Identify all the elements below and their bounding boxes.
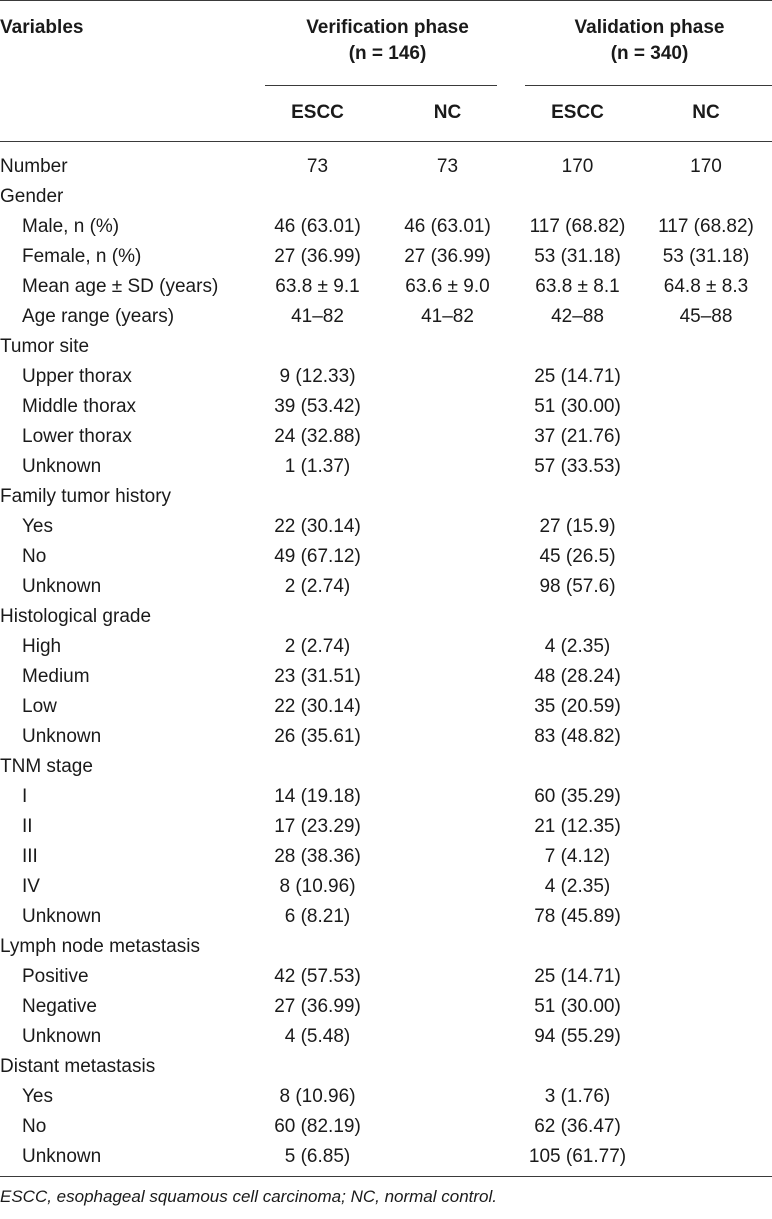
row-sublabel: Female, n (%) bbox=[22, 246, 142, 267]
cell-validation-escc bbox=[515, 752, 640, 782]
row-label: TNM stage bbox=[0, 756, 93, 777]
cell-verification-nc: 46 (63.01) bbox=[404, 216, 491, 237]
cell-validation-escc: 51 (30.00) bbox=[534, 996, 621, 1017]
cell-validation-escc: 94 (55.29) bbox=[534, 1026, 621, 1047]
cell-verification-nc bbox=[380, 422, 515, 452]
row-sublabel: Unknown bbox=[22, 456, 102, 477]
cell-validation-nc bbox=[640, 752, 772, 782]
cell-validation-nc bbox=[640, 812, 772, 842]
cell-validation-escc: 25 (14.71) bbox=[534, 966, 621, 987]
cell-validation-escc: 117 (68.82) bbox=[529, 216, 626, 237]
cell-validation-escc: 78 (45.89) bbox=[534, 906, 621, 927]
row-label: Distant metastasis bbox=[0, 1056, 156, 1077]
cell-verification-escc: 14 (19.18) bbox=[274, 786, 361, 807]
table-row bbox=[0, 542, 772, 572]
cell-verification-escc: 1 (1.37) bbox=[284, 456, 351, 477]
cell-verification-escc bbox=[255, 1052, 380, 1082]
cell-verification-escc: 63.8 ± 9.1 bbox=[275, 276, 360, 297]
cell-validation-nc bbox=[640, 182, 772, 212]
table-row bbox=[0, 692, 772, 722]
row-label: Gender bbox=[0, 186, 64, 207]
cell-validation-nc bbox=[640, 632, 772, 662]
cell-verification-escc: 23 (31.51) bbox=[274, 666, 361, 687]
cell-validation-nc bbox=[640, 542, 772, 572]
cell-verification-escc: 41–82 bbox=[291, 306, 344, 327]
row-sublabel: No bbox=[22, 546, 47, 567]
table-row bbox=[0, 152, 772, 182]
row-sublabel: Lower thorax bbox=[22, 426, 132, 447]
cell-validation-escc: 25 (14.71) bbox=[534, 366, 621, 387]
cell-verification-nc: 63.6 ± 9.0 bbox=[405, 276, 490, 297]
table-row bbox=[0, 302, 772, 332]
row-label: Lymph node metastasis bbox=[0, 936, 200, 957]
subheader-nc-validation: NC bbox=[692, 102, 720, 123]
cell-validation-nc bbox=[640, 572, 772, 602]
cell-verification-nc: 27 (36.99) bbox=[404, 246, 491, 267]
cell-verification-escc: 17 (23.29) bbox=[274, 816, 361, 837]
cell-verification-nc bbox=[380, 752, 515, 782]
cell-validation-nc: 45–88 bbox=[679, 306, 733, 327]
cell-verification-escc: 46 (63.01) bbox=[274, 216, 361, 237]
row-sublabel: High bbox=[22, 636, 62, 657]
cell-verification-nc bbox=[380, 1112, 515, 1142]
cell-validation-nc: 170 bbox=[690, 156, 722, 177]
cell-verification-nc bbox=[380, 482, 515, 512]
cell-verification-escc: 28 (38.36) bbox=[274, 846, 361, 867]
cell-verification-nc bbox=[380, 662, 515, 692]
table-row bbox=[0, 512, 772, 542]
header-validation-phase bbox=[527, 15, 772, 67]
row-sublabel: No bbox=[22, 1116, 47, 1137]
verification-title: Verification phase bbox=[306, 17, 469, 38]
cell-validation-escc: 7 (4.12) bbox=[544, 846, 611, 867]
cell-verification-nc bbox=[380, 872, 515, 902]
cell-validation-escc: 62 (36.47) bbox=[534, 1116, 621, 1137]
cell-verification-nc bbox=[380, 1082, 515, 1112]
cell-verification-nc bbox=[380, 932, 515, 962]
row-sublabel: Yes bbox=[22, 516, 53, 537]
cell-verification-escc: 22 (30.14) bbox=[274, 696, 361, 717]
cell-verification-nc bbox=[380, 392, 515, 422]
row-sublabel: Unknown bbox=[22, 576, 102, 597]
header-verification-phase bbox=[275, 15, 500, 67]
row-sublabel: Yes bbox=[22, 1086, 53, 1107]
cell-verification-escc: 26 (35.61) bbox=[274, 726, 361, 747]
row-sublabel: Medium bbox=[22, 666, 90, 687]
cell-validation-escc: 48 (28.24) bbox=[534, 666, 621, 687]
cell-validation-escc bbox=[515, 482, 640, 512]
cell-validation-escc: 35 (20.59) bbox=[534, 696, 621, 717]
table-row bbox=[0, 422, 772, 452]
cell-verification-escc bbox=[255, 602, 380, 632]
table-row bbox=[0, 812, 772, 842]
cell-verification-escc: 9 (12.33) bbox=[279, 366, 356, 387]
cell-validation-escc: 170 bbox=[561, 156, 594, 177]
row-sublabel: II bbox=[22, 816, 33, 837]
cell-verification-nc bbox=[380, 572, 515, 602]
cell-verification-escc: 8 (10.96) bbox=[279, 876, 356, 897]
row-label: Histological grade bbox=[0, 606, 152, 627]
validation-title: Validation phase bbox=[574, 17, 725, 38]
cell-validation-escc: 37 (21.76) bbox=[534, 426, 621, 447]
cell-validation-escc: 105 (61.77) bbox=[528, 1146, 627, 1167]
cell-verification-nc bbox=[380, 842, 515, 872]
validation-n: (n = 340) bbox=[610, 43, 689, 64]
cell-verification-escc: 49 (67.12) bbox=[274, 546, 361, 567]
cell-verification-escc bbox=[255, 482, 380, 512]
table-row bbox=[0, 752, 772, 782]
table-row bbox=[0, 392, 772, 422]
cell-validation-nc bbox=[640, 992, 772, 1022]
cell-validation-escc: 83 (48.82) bbox=[534, 726, 621, 747]
cell-verification-escc: 73 bbox=[306, 156, 329, 177]
subheader-escc-validation: ESCC bbox=[551, 102, 604, 123]
cell-validation-nc bbox=[640, 422, 772, 452]
cell-validation-nc bbox=[640, 902, 772, 932]
cell-validation-escc bbox=[515, 182, 640, 212]
row-sublabel: IV bbox=[22, 876, 40, 897]
cell-verification-nc bbox=[380, 782, 515, 812]
row-sublabel: Mean age ± SD (years) bbox=[22, 276, 219, 297]
cell-verification-nc bbox=[380, 632, 515, 662]
cell-validation-escc: 45 (26.5) bbox=[539, 546, 616, 567]
cell-validation-escc bbox=[515, 932, 640, 962]
cell-validation-nc bbox=[640, 782, 772, 812]
table-row bbox=[0, 1082, 772, 1112]
cell-verification-nc: 41–82 bbox=[421, 306, 474, 327]
cell-verification-nc bbox=[380, 542, 515, 572]
cell-verification-escc: 42 (57.53) bbox=[274, 966, 361, 987]
cell-validation-nc bbox=[640, 362, 772, 392]
table-row bbox=[0, 242, 772, 272]
cell-verification-nc bbox=[380, 902, 515, 932]
subheader-escc-verification: ESCC bbox=[291, 102, 344, 123]
table-row bbox=[0, 482, 772, 512]
cell-validation-nc bbox=[640, 512, 772, 542]
cell-validation-nc bbox=[640, 482, 772, 512]
row-label: Tumor site bbox=[0, 336, 90, 357]
table-row bbox=[0, 332, 772, 362]
cell-validation-nc bbox=[640, 602, 772, 632]
cell-verification-escc: 8 (10.96) bbox=[279, 1086, 356, 1107]
row-sublabel: Upper thorax bbox=[22, 366, 132, 387]
table-row bbox=[0, 902, 772, 932]
cell-verification-nc bbox=[380, 362, 515, 392]
verification-n: (n = 146) bbox=[348, 43, 427, 64]
cell-verification-escc: 24 (32.88) bbox=[274, 426, 361, 447]
cell-validation-escc: 4 (2.35) bbox=[544, 636, 611, 657]
cell-validation-nc bbox=[640, 1052, 772, 1082]
header-bottom-rule bbox=[0, 141, 772, 142]
table-row bbox=[0, 1142, 772, 1172]
cell-validation-escc bbox=[515, 602, 640, 632]
cell-validation-escc: 21 (12.35) bbox=[534, 816, 621, 837]
cell-validation-escc: 3 (1.76) bbox=[544, 1086, 611, 1107]
cell-verification-escc bbox=[255, 932, 380, 962]
subheader-nc-verification: NC bbox=[433, 102, 462, 123]
row-sublabel: I bbox=[22, 786, 28, 807]
data-table bbox=[0, 152, 772, 1172]
row-sublabel: III bbox=[22, 846, 38, 867]
cell-validation-nc bbox=[640, 332, 772, 362]
table-row bbox=[0, 452, 772, 482]
cell-verification-nc bbox=[380, 1022, 515, 1052]
table-row bbox=[0, 362, 772, 392]
row-sublabel: Positive bbox=[22, 966, 89, 987]
row-sublabel: Unknown bbox=[22, 1146, 102, 1167]
cell-verification-escc: 4 (5.48) bbox=[284, 1026, 351, 1047]
row-sublabel: Middle thorax bbox=[22, 396, 137, 417]
cell-verification-nc bbox=[380, 992, 515, 1022]
table-row bbox=[0, 1022, 772, 1052]
table-row bbox=[0, 1052, 772, 1082]
cell-verification-nc bbox=[380, 812, 515, 842]
table-row bbox=[0, 842, 772, 872]
cell-verification-escc: 2 (2.74) bbox=[284, 636, 351, 657]
cell-validation-nc bbox=[640, 932, 772, 962]
cell-verification-escc: 2 (2.74) bbox=[284, 576, 351, 597]
table-row bbox=[0, 632, 772, 662]
table-row bbox=[0, 602, 772, 632]
cell-validation-escc: 42–88 bbox=[551, 306, 604, 327]
cell-verification-escc: 27 (36.99) bbox=[274, 996, 361, 1017]
cell-verification-escc: 22 (30.14) bbox=[274, 516, 361, 537]
cell-validation-nc bbox=[640, 392, 772, 422]
cell-validation-nc bbox=[640, 722, 772, 752]
table-row bbox=[0, 722, 772, 752]
cell-validation-escc: 57 (33.53) bbox=[534, 456, 621, 477]
cell-validation-escc: 53 (31.18) bbox=[534, 246, 621, 267]
cell-verification-escc bbox=[255, 332, 380, 362]
cell-validation-nc bbox=[640, 1022, 772, 1052]
cell-validation-nc bbox=[640, 872, 772, 902]
table-row bbox=[0, 932, 772, 962]
cell-verification-nc bbox=[380, 692, 515, 722]
table-row bbox=[0, 1112, 772, 1142]
table-footnote: ESCC, esophageal squamous cell carcinoma; NC, normal control. bbox=[0, 1187, 498, 1206]
row-sublabel: Negative bbox=[22, 996, 97, 1017]
cell-validation-escc: 51 (30.00) bbox=[534, 396, 621, 417]
table-row bbox=[0, 212, 772, 242]
cell-validation-nc bbox=[640, 692, 772, 722]
cell-verification-escc bbox=[255, 752, 380, 782]
cell-validation-escc bbox=[515, 332, 640, 362]
row-sublabel: Male, n (%) bbox=[22, 216, 120, 237]
cell-verification-escc: 39 (53.42) bbox=[274, 396, 361, 417]
row-label: Family tumor history bbox=[0, 486, 172, 507]
cell-verification-nc: 73 bbox=[436, 156, 459, 177]
validation-subrule bbox=[525, 85, 772, 86]
cell-validation-nc bbox=[640, 452, 772, 482]
cell-validation-nc bbox=[640, 1142, 772, 1172]
cell-verification-escc: 5 (6.85) bbox=[284, 1146, 351, 1167]
row-sublabel: Unknown bbox=[22, 1026, 102, 1047]
cell-validation-nc bbox=[640, 662, 772, 692]
cell-validation-nc bbox=[640, 1112, 772, 1142]
table-row bbox=[0, 662, 772, 692]
cell-verification-nc bbox=[380, 512, 515, 542]
row-sublabel: Unknown bbox=[22, 726, 102, 747]
cell-verification-nc bbox=[380, 962, 515, 992]
table-row bbox=[0, 272, 772, 302]
cell-verification-escc: 6 (8.21) bbox=[284, 906, 351, 927]
cell-validation-escc: 27 (15.9) bbox=[539, 516, 616, 537]
table-row bbox=[0, 872, 772, 902]
cell-verification-nc bbox=[380, 332, 515, 362]
cell-validation-nc bbox=[640, 1082, 772, 1112]
row-sublabel: Unknown bbox=[22, 906, 102, 927]
cell-validation-escc bbox=[515, 1052, 640, 1082]
bottom-rule bbox=[0, 1176, 772, 1177]
table-row bbox=[0, 992, 772, 1022]
row-sublabel: Low bbox=[22, 696, 57, 717]
cell-validation-escc: 63.8 ± 8.1 bbox=[535, 276, 620, 297]
verification-subrule bbox=[265, 85, 497, 86]
cell-verification-nc bbox=[380, 722, 515, 752]
cell-validation-nc: 53 (31.18) bbox=[662, 246, 750, 267]
table-row bbox=[0, 782, 772, 812]
row-sublabel: Age range (years) bbox=[22, 306, 175, 327]
cell-verification-escc: 27 (36.99) bbox=[274, 246, 361, 267]
cell-validation-nc bbox=[640, 842, 772, 872]
top-rule bbox=[0, 0, 772, 1]
cell-validation-escc: 60 (35.29) bbox=[534, 786, 621, 807]
cell-verification-escc bbox=[255, 182, 380, 212]
table-row bbox=[0, 962, 772, 992]
cell-verification-nc bbox=[380, 1142, 515, 1172]
cell-verification-escc: 60 (82.19) bbox=[274, 1116, 361, 1137]
cell-validation-nc: 117 (68.82) bbox=[658, 216, 754, 237]
table-row bbox=[0, 182, 772, 212]
header-variables: Variables bbox=[0, 17, 84, 38]
row-label: Number bbox=[0, 156, 68, 177]
cell-validation-escc: 4 (2.35) bbox=[544, 876, 611, 897]
cell-verification-nc bbox=[380, 602, 515, 632]
cell-verification-nc bbox=[380, 182, 515, 212]
cell-validation-nc: 64.8 ± 8.3 bbox=[663, 276, 749, 297]
cell-verification-nc bbox=[380, 1052, 515, 1082]
cell-validation-nc bbox=[640, 962, 772, 992]
cell-verification-nc bbox=[380, 452, 515, 482]
cell-validation-escc: 98 (57.6) bbox=[539, 576, 616, 597]
table-row bbox=[0, 572, 772, 602]
